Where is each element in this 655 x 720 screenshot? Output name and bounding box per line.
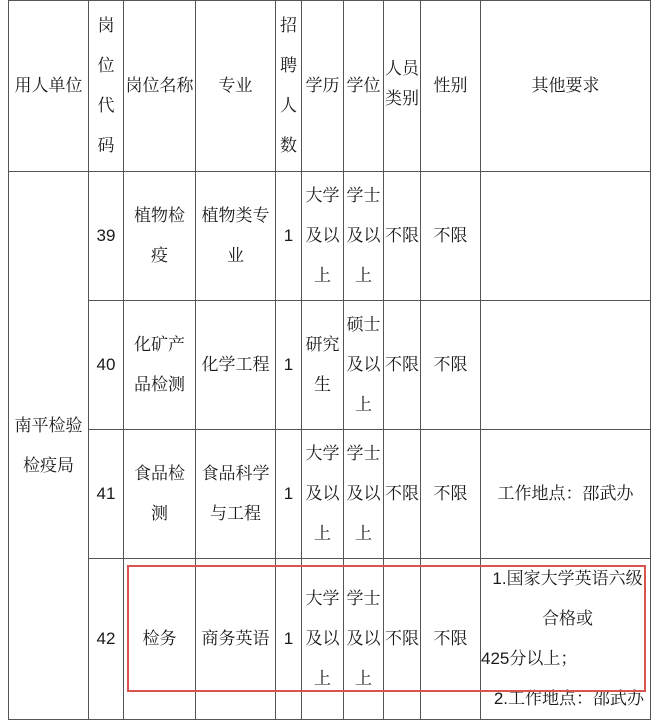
count-cell: 1: [276, 301, 302, 430]
header-degree: 学位: [344, 1, 384, 172]
header-gender: 性别: [421, 1, 481, 172]
other-line: 1.国家大学英语六级合格或: [492, 569, 643, 628]
education-cell: 大学及以上: [302, 172, 344, 301]
name-cell: 化矿产品检测: [124, 301, 196, 430]
other-cell: [481, 559, 651, 720]
unit-cell: 南平检验检疫局: [9, 172, 89, 720]
count-cell: 1: [276, 172, 302, 301]
person-type-cell: 不限: [384, 172, 421, 301]
header-person-type: 人员类别: [384, 1, 421, 172]
header-row: [9, 1, 651, 172]
count-cell: 1: [276, 559, 302, 720]
education-cell: 大学及以上: [302, 430, 344, 559]
degree-cell: 学士及以上: [344, 559, 384, 720]
name-cell: 植物检疫: [124, 172, 196, 301]
table-row: [9, 430, 651, 559]
person-type-cell: 不限: [384, 301, 421, 430]
code-cell: 42: [89, 559, 124, 720]
name-cell: 检务: [124, 559, 196, 720]
header-unit: 用人单位: [9, 1, 89, 172]
degree-cell: 硕士及以上: [344, 301, 384, 430]
major-cell: 化学工程: [196, 301, 276, 430]
other-cell: [481, 301, 651, 430]
major-cell: 商务英语: [196, 559, 276, 720]
person-type-cell: 不限: [384, 430, 421, 559]
count-cell: 1: [276, 430, 302, 559]
code-cell: 40: [89, 301, 124, 430]
degree-cell: 学士及以上: [344, 172, 384, 301]
code-cell: 39: [89, 172, 124, 301]
table-row: [9, 559, 651, 720]
table-row: [9, 301, 651, 430]
other-cell: [481, 172, 651, 301]
table-row: [9, 172, 651, 301]
header-name: 岗位名称: [124, 1, 196, 172]
gender-cell: 不限: [421, 430, 481, 559]
header-major: 专业: [196, 1, 276, 172]
other-line: 425分以上；: [481, 649, 578, 668]
gender-cell: 不限: [421, 172, 481, 301]
recruitment-table: [8, 0, 651, 720]
other-cell: 工作地点：邵武办: [481, 430, 651, 559]
education-cell: 研究生: [302, 301, 344, 430]
header-code: 岗位代码: [89, 1, 124, 172]
header-count: 招聘人数: [276, 1, 302, 172]
header-other: 其他要求: [481, 1, 651, 172]
header-education: 学历: [302, 1, 344, 172]
name-cell: 食品检测: [124, 430, 196, 559]
degree-cell: 学士及以上: [344, 430, 384, 559]
other-line: 2.工作地点：邵武办: [493, 689, 644, 708]
education-cell: 大学及以上: [302, 559, 344, 720]
person-type-cell: 不限: [384, 559, 421, 720]
major-cell: 食品科学与工程: [196, 430, 276, 559]
major-cell: 植物类专业: [196, 172, 276, 301]
gender-cell: 不限: [421, 559, 481, 720]
gender-cell: 不限: [421, 301, 481, 430]
code-cell: 41: [89, 430, 124, 559]
